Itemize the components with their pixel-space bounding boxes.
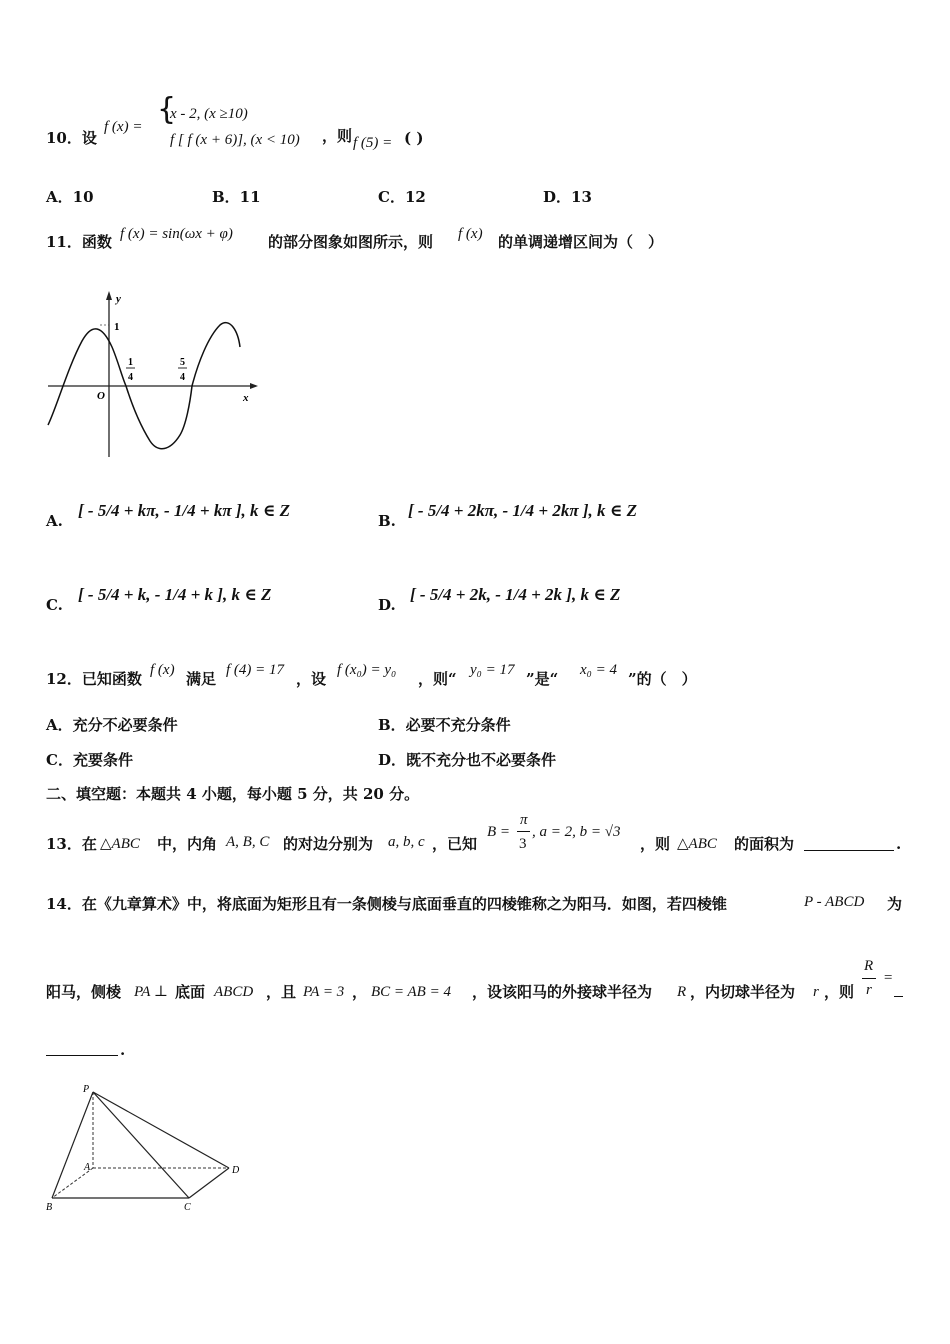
q13-sides: a, b, c — [388, 834, 425, 850]
q10-case-2: f [ f (x + 6)], (x < 10) — [170, 132, 300, 148]
q12-s3: ，则“ — [418, 670, 457, 688]
q14-l2d: ， — [352, 983, 368, 1001]
q10-option-d[interactable]: D．13 — [543, 188, 592, 206]
vertex-B: B — [46, 1202, 53, 1213]
quarter-num: 1 — [128, 357, 133, 368]
q14-l2c: ，且 — [266, 983, 297, 1001]
y-axis-arrow — [106, 291, 112, 300]
q13-answer-blank[interactable] — [804, 850, 894, 851]
q11-number: 11．函数 — [46, 233, 112, 251]
q12-option-a[interactable]: A．充分不必要条件 — [46, 716, 178, 734]
x-axis-arrow — [250, 383, 258, 389]
q14-bcab: BC = AB = 4 — [371, 984, 451, 1000]
edge-PC — [93, 1092, 189, 1198]
q13-triangle-2: △ABC — [677, 836, 717, 852]
q13-s5: 的面积为 — [734, 835, 795, 853]
q14-pa-perp: PA ⊥ — [134, 984, 168, 1000]
q12-s1: 满足 — [186, 670, 217, 688]
q11-sine-graph — [44, 285, 266, 460]
q10-then: ，则 — [322, 127, 353, 145]
q12-option-b[interactable]: B．必要不充分条件 — [378, 716, 511, 734]
q10-number: 10．设 — [46, 129, 97, 147]
q14-l2e: ，设该阳马的外接球半径为 — [472, 983, 653, 1001]
q10-case-1: x - 2, (x ≥10) — [170, 106, 248, 122]
q10-option-b[interactable]: B．11 — [212, 188, 261, 206]
q11-option-c-expr: [ - 5/4 + k, - 1/4 + k ], k ∈ Z — [78, 585, 272, 604]
q10-paren: ( ) — [404, 129, 424, 147]
vertex-C: C — [184, 1202, 191, 1213]
vertex-P: P — [83, 1084, 90, 1095]
q11-fx: f (x) — [458, 226, 483, 242]
q13-s3: ，已知 — [432, 835, 478, 853]
one-label: 1 — [114, 321, 120, 333]
q10-brace: { — [157, 92, 177, 127]
q10-option-c[interactable]: C．12 — [378, 188, 426, 206]
edge-PD — [93, 1092, 229, 1168]
q14-R: R — [677, 984, 687, 1000]
q11-option-d-expr: [ - 5/4 + 2k, - 1/4 + 2k ], k ∈ Z — [410, 585, 621, 604]
q14-pa3: PA = 3 — [303, 984, 345, 1000]
y-axis-label: y — [116, 293, 121, 305]
vertex-A: A — [84, 1162, 91, 1173]
q11-option-b-expr: [ - 5/4 + 2kπ, - 1/4 + 2kπ ], k ∈ Z — [408, 501, 637, 520]
q13-triangle: △ABC — [100, 836, 140, 852]
q13-end: . — [896, 835, 902, 853]
q12-number: 12．已知函数 — [46, 670, 142, 688]
q12-fx: f (x) — [150, 662, 175, 678]
q13-number: 13．在 — [46, 835, 97, 853]
q11-option-a-expr: [ - 5/4 + kπ, - 1/4 + kπ ], k ∈ Z — [78, 501, 290, 520]
q11-function: f (x) = sin(ωx + φ) — [120, 226, 233, 242]
q14-l2g: ，则 — [824, 983, 855, 1001]
edge-PB — [52, 1092, 93, 1198]
q13-s4: ，则 — [640, 835, 671, 853]
q14-fraction-bar — [862, 978, 876, 979]
q14-answer-blank-start[interactable] — [894, 996, 903, 997]
q14-r: r — [813, 984, 819, 1000]
q14-wei: 为 — [887, 895, 903, 913]
q14-abcd: ABCD — [214, 984, 254, 1000]
q12-s2: ，设 — [296, 670, 327, 688]
five-quarter-den: 4 — [180, 372, 185, 383]
edge-CD — [189, 1168, 229, 1198]
q14-frac-den: r — [866, 982, 872, 998]
q12-def: f (x₀) = y₀ — [337, 662, 397, 678]
q14-answer-blank[interactable] — [46, 1055, 118, 1056]
q12-s5: ”的（ ） — [628, 670, 697, 688]
q13-pi: π — [520, 812, 528, 828]
q14-eq: = — [883, 970, 894, 986]
q13-fraction-bar — [517, 831, 530, 832]
q13-angles: A, B, C — [226, 834, 270, 850]
quarter-den: 4 — [128, 372, 133, 383]
q12-p: y₀ = 17 — [470, 662, 515, 678]
q14-pyramid-figure — [42, 1080, 252, 1215]
q11-mid: 的部分图象如图所示，则 — [268, 233, 434, 251]
q14-l2a: 阳马，侧棱 — [46, 983, 122, 1001]
q14-frac-num: R — [864, 958, 874, 974]
q10-function: f (x) = — [104, 119, 143, 135]
q13-s2: 的对边分别为 — [283, 835, 374, 853]
q12-option-d[interactable]: D．既不充分也不必要条件 — [378, 751, 557, 769]
q11-option-a-letter[interactable]: A. — [46, 512, 63, 530]
five-quarter-num: 5 — [180, 357, 185, 368]
q12-cond: f (4) = 17 — [226, 662, 285, 678]
q10-option-a[interactable]: A．10 — [46, 188, 94, 206]
q11-option-c-letter[interactable]: C. — [46, 596, 63, 614]
x-axis-label: x — [243, 392, 249, 404]
q13-three: 3 — [519, 836, 527, 852]
vertex-D: D — [232, 1165, 240, 1176]
q14-pyramid: P - ABCD — [804, 894, 865, 910]
q11-option-b-letter[interactable]: B. — [378, 512, 396, 530]
q13-b-eq: B = — [487, 824, 511, 840]
q12-option-c[interactable]: C．充要条件 — [46, 751, 133, 769]
q12-q: x₀ = 4 — [580, 662, 617, 678]
q14-end: . — [120, 1041, 126, 1059]
q11-tail: 的单调递增区间为（ ） — [498, 233, 664, 251]
q14-line-1: 14．在《九章算术》中，将底面为矩形且有一条侧棱与底面垂直的四棱锥称之为阳马．如图，若四棱锥 — [46, 895, 727, 913]
origin-label: O — [97, 390, 105, 402]
q14-l2f: ，内切球半径为 — [690, 983, 796, 1001]
q13-rest: , a = 2, b = √3 — [532, 824, 621, 840]
q11-option-d-letter[interactable]: D. — [378, 596, 396, 614]
q13-s1: 中，内角 — [157, 835, 218, 853]
q12-s4: ”是“ — [526, 670, 559, 688]
section-2-title: 二、填空题：本题共 4 小题，每小题 5 分，共 20 分。 — [46, 785, 420, 803]
q14-l2b: 底面 — [175, 983, 206, 1001]
q10-query: f (5) = — [353, 135, 393, 151]
